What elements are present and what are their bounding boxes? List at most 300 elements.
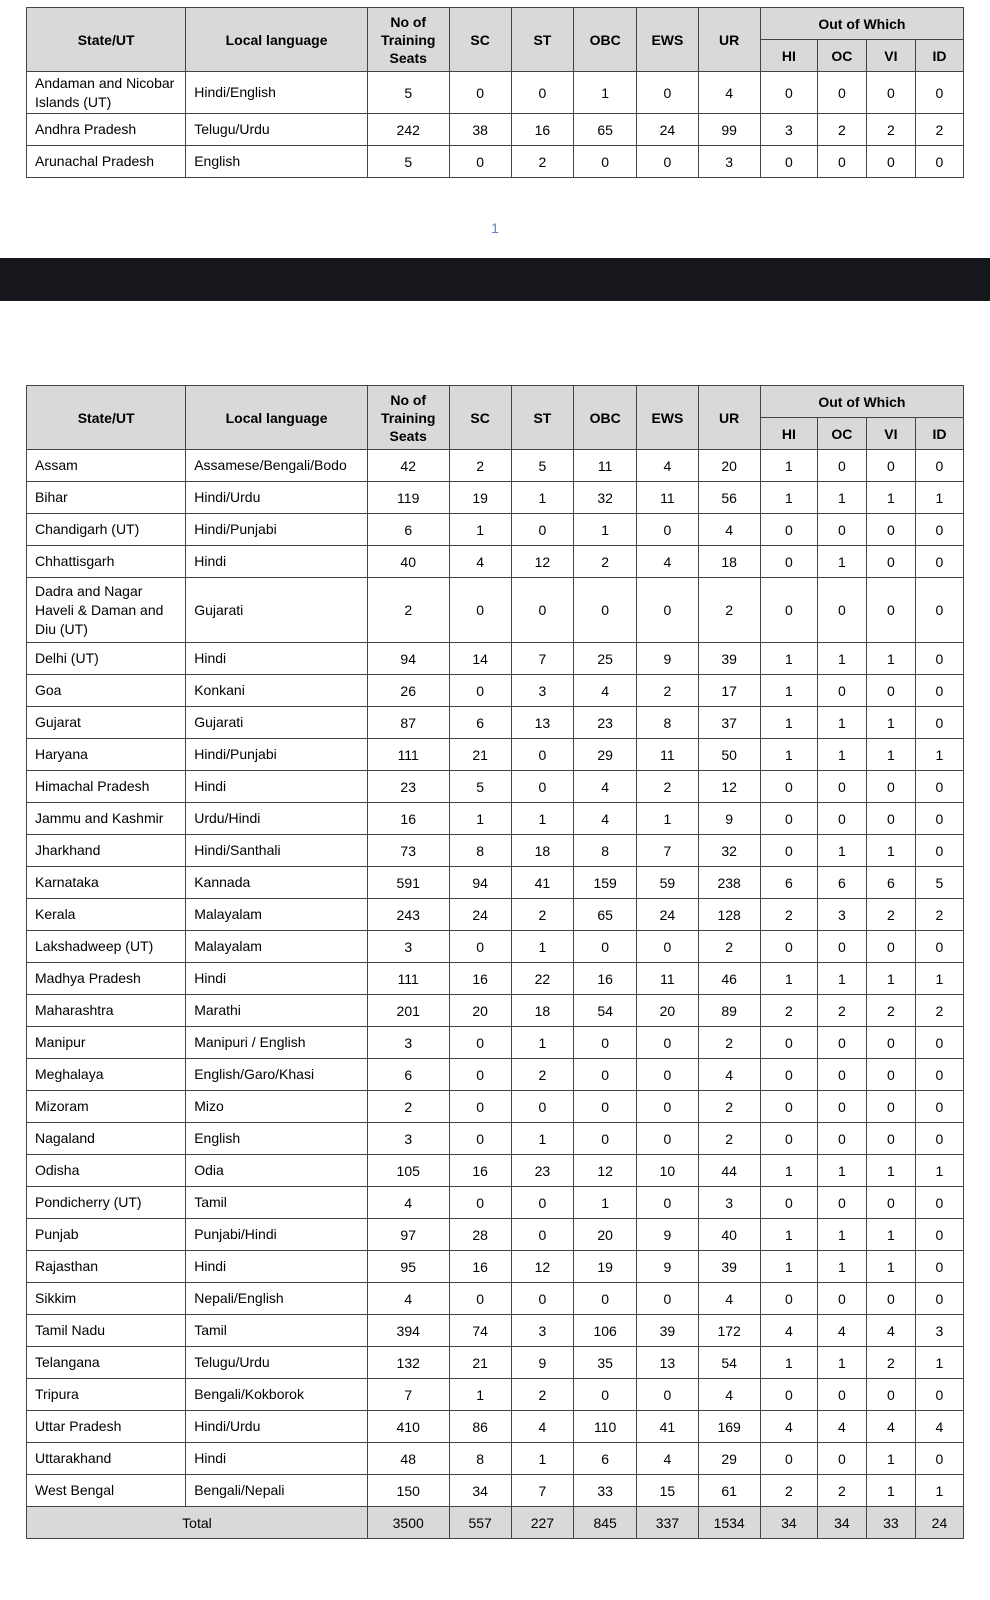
- cell-id: 0: [915, 1251, 963, 1283]
- cell-st: 22: [511, 963, 573, 995]
- cell-ur: 128: [698, 899, 760, 931]
- cell-hi: 0: [760, 835, 817, 867]
- cell-local-language: Kannada: [186, 867, 368, 899]
- cell-hi: 0: [760, 1091, 817, 1123]
- cell-ur: 29: [698, 1443, 760, 1475]
- cell-st: 2: [511, 1379, 573, 1411]
- cell-ur: 54: [698, 1347, 760, 1379]
- cell-ews: 9: [637, 643, 698, 675]
- cell-hi: 1: [760, 643, 817, 675]
- cell-oc: 1: [817, 1155, 866, 1187]
- cell-st: 1: [511, 931, 573, 963]
- header-oc: OC: [817, 40, 866, 72]
- cell-sc: 34: [449, 1475, 511, 1507]
- cell-ews: 4: [637, 1443, 698, 1475]
- table-row: [27, 1443, 964, 1475]
- cell-ur: 50: [698, 739, 760, 771]
- cell-ews: 0: [637, 578, 698, 643]
- cell-state: Madhya Pradesh: [27, 963, 186, 995]
- cell-vi: 1: [866, 739, 915, 771]
- cell-obc: 12: [574, 1155, 637, 1187]
- cell-ews: 24: [637, 114, 698, 146]
- cell-st: 4: [511, 1411, 573, 1443]
- cell-local-language: Bengali/Nepali: [186, 1475, 368, 1507]
- cell-state: Gujarat: [27, 707, 186, 739]
- cell-state: Maharashtra: [27, 995, 186, 1027]
- cell-hi: 1: [760, 1155, 817, 1187]
- cell-oc: 0: [817, 1283, 866, 1315]
- cell-training-seats: 4: [367, 1187, 449, 1219]
- cell-sc: 1: [449, 514, 511, 546]
- total-obc: 845: [574, 1507, 637, 1539]
- table-row: [27, 803, 964, 835]
- cell-ur: 12: [698, 771, 760, 803]
- cell-training-seats: 40: [367, 546, 449, 578]
- cell-ews: 11: [637, 739, 698, 771]
- cell-training-seats: 119: [367, 482, 449, 514]
- cell-obc: 0: [574, 1283, 637, 1315]
- cell-ur: 169: [698, 1411, 760, 1443]
- table-row: [27, 114, 964, 146]
- header-oc: OC: [817, 418, 866, 450]
- cell-obc: 20: [574, 1219, 637, 1251]
- cell-vi: 1: [866, 835, 915, 867]
- cell-obc: 11: [574, 450, 637, 482]
- cell-local-language: Marathi: [186, 995, 368, 1027]
- cell-local-language: Malayalam: [186, 899, 368, 931]
- cell-training-seats: 5: [367, 72, 449, 114]
- cell-obc: 4: [574, 771, 637, 803]
- cell-ews: 0: [637, 1123, 698, 1155]
- cell-hi: 0: [760, 578, 817, 643]
- cell-st: 7: [511, 643, 573, 675]
- cell-local-language: Manipuri / English: [186, 1027, 368, 1059]
- cell-oc: 0: [817, 578, 866, 643]
- cell-hi: 0: [760, 1123, 817, 1155]
- cell-id: 3: [915, 1315, 963, 1347]
- cell-id: 0: [915, 643, 963, 675]
- cell-vi: 0: [866, 1027, 915, 1059]
- cell-id: 1: [915, 1347, 963, 1379]
- cell-ews: 0: [637, 931, 698, 963]
- cell-obc: 65: [574, 114, 637, 146]
- cell-hi: 0: [760, 803, 817, 835]
- cell-hi: 2: [760, 1475, 817, 1507]
- cell-ur: 39: [698, 643, 760, 675]
- cell-training-seats: 7: [367, 1379, 449, 1411]
- cell-ur: 89: [698, 995, 760, 1027]
- cell-id: 0: [915, 1123, 963, 1155]
- cell-ur: 4: [698, 1059, 760, 1091]
- cell-hi: 1: [760, 1219, 817, 1251]
- cell-training-seats: 132: [367, 1347, 449, 1379]
- cell-id: 0: [915, 1219, 963, 1251]
- cell-vi: 0: [866, 1059, 915, 1091]
- cell-ur: 2: [698, 1091, 760, 1123]
- cell-local-language: Hindi/Urdu: [186, 1411, 368, 1443]
- cell-ews: 0: [637, 1283, 698, 1315]
- cell-st: 2: [511, 899, 573, 931]
- cell-state: Pondicherry (UT): [27, 1187, 186, 1219]
- cell-sc: 0: [449, 1027, 511, 1059]
- cell-obc: 0: [574, 1059, 637, 1091]
- cell-hi: 0: [760, 1443, 817, 1475]
- cell-ur: 2: [698, 578, 760, 643]
- table-row: [27, 771, 964, 803]
- total-hi: 34: [760, 1507, 817, 1539]
- cell-ur: 2: [698, 931, 760, 963]
- cell-ews: 2: [637, 675, 698, 707]
- table-row: [27, 675, 964, 707]
- cell-state: Manipur: [27, 1027, 186, 1059]
- cell-st: 1: [511, 1123, 573, 1155]
- cell-state: Meghalaya: [27, 1059, 186, 1091]
- cell-st: 12: [511, 1251, 573, 1283]
- cell-state: Chhattisgarh: [27, 546, 186, 578]
- table-row: [27, 899, 964, 931]
- cell-training-seats: 73: [367, 835, 449, 867]
- cell-sc: 74: [449, 1315, 511, 1347]
- table-row: [27, 1347, 964, 1379]
- header-vi: VI: [866, 418, 915, 450]
- cell-oc: 1: [817, 707, 866, 739]
- cell-sc: 86: [449, 1411, 511, 1443]
- cell-state: Uttarakhand: [27, 1443, 186, 1475]
- table-row: [27, 546, 964, 578]
- cell-state: Odisha: [27, 1155, 186, 1187]
- cell-sc: 94: [449, 867, 511, 899]
- cell-obc: 54: [574, 995, 637, 1027]
- cell-training-seats: 3: [367, 1027, 449, 1059]
- cell-obc: 1: [574, 1187, 637, 1219]
- cell-hi: 1: [760, 707, 817, 739]
- cell-hi: 1: [760, 675, 817, 707]
- cell-state: Andaman and Nicobar Islands (UT): [27, 72, 186, 114]
- header-hi: HI: [760, 40, 817, 72]
- table-row: [27, 707, 964, 739]
- table-row: [27, 1155, 964, 1187]
- cell-st: 1: [511, 482, 573, 514]
- cell-obc: 159: [574, 867, 637, 899]
- cell-sc: 0: [449, 578, 511, 643]
- cell-ews: 0: [637, 1091, 698, 1123]
- cell-vi: 0: [866, 578, 915, 643]
- table-row: [27, 1091, 964, 1123]
- cell-state: Kerala: [27, 899, 186, 931]
- cell-vi: 0: [866, 931, 915, 963]
- total-sc: 557: [449, 1507, 511, 1539]
- table-row: [27, 514, 964, 546]
- cell-st: 2: [511, 1059, 573, 1091]
- total-row: [27, 1507, 964, 1539]
- cell-ews: 59: [637, 867, 698, 899]
- header-training-seats: No of Training Seats: [367, 386, 449, 450]
- cell-vi: 2: [866, 114, 915, 146]
- header-ews: EWS: [637, 8, 698, 72]
- cell-id: 2: [915, 114, 963, 146]
- cell-id: 0: [915, 450, 963, 482]
- cell-ur: 2: [698, 1027, 760, 1059]
- header-ur: UR: [698, 8, 760, 72]
- cell-vi: 0: [866, 1283, 915, 1315]
- total-vi: 33: [866, 1507, 915, 1539]
- cell-oc: 0: [817, 771, 866, 803]
- cell-vi: 1: [866, 963, 915, 995]
- header-ews: EWS: [637, 386, 698, 450]
- cell-state: Arunachal Pradesh: [27, 146, 186, 178]
- cell-sc: 5: [449, 771, 511, 803]
- cell-hi: 0: [760, 1027, 817, 1059]
- cell-ur: 3: [698, 146, 760, 178]
- cell-oc: 1: [817, 1347, 866, 1379]
- cell-st: 23: [511, 1155, 573, 1187]
- seat-table-page-1: [26, 7, 964, 178]
- cell-obc: 0: [574, 1379, 637, 1411]
- cell-vi: 6: [866, 867, 915, 899]
- cell-training-seats: 5: [367, 146, 449, 178]
- cell-st: 3: [511, 1315, 573, 1347]
- cell-local-language: Hindi: [186, 771, 368, 803]
- cell-st: 0: [511, 514, 573, 546]
- cell-state: Telangana: [27, 1347, 186, 1379]
- cell-obc: 6: [574, 1443, 637, 1475]
- cell-oc: 0: [817, 450, 866, 482]
- cell-ur: 20: [698, 450, 760, 482]
- table-row: [27, 1283, 964, 1315]
- cell-local-language: Bengali/Kokborok: [186, 1379, 368, 1411]
- cell-st: 41: [511, 867, 573, 899]
- cell-oc: 0: [817, 1443, 866, 1475]
- cell-local-language: Hindi/Punjabi: [186, 514, 368, 546]
- seat-table-page-2: [26, 385, 964, 1539]
- table-row: [27, 450, 964, 482]
- cell-id: 1: [915, 739, 963, 771]
- cell-training-seats: 95: [367, 1251, 449, 1283]
- table-row: [27, 482, 964, 514]
- cell-local-language: Hindi/English: [186, 72, 368, 114]
- cell-hi: 0: [760, 72, 817, 114]
- cell-obc: 23: [574, 707, 637, 739]
- cell-oc: 0: [817, 1027, 866, 1059]
- cell-oc: 0: [817, 146, 866, 178]
- cell-sc: 21: [449, 1347, 511, 1379]
- cell-local-language: Assamese/Bengali/Bodo: [186, 450, 368, 482]
- cell-vi: 0: [866, 514, 915, 546]
- cell-ews: 0: [637, 72, 698, 114]
- total-ews: 337: [637, 1507, 698, 1539]
- total-oc: 34: [817, 1507, 866, 1539]
- cell-local-language: English: [186, 146, 368, 178]
- cell-ews: 0: [637, 514, 698, 546]
- cell-training-seats: 410: [367, 1411, 449, 1443]
- cell-oc: 2: [817, 995, 866, 1027]
- cell-id: 0: [915, 1059, 963, 1091]
- cell-vi: 2: [866, 899, 915, 931]
- cell-local-language: Hindi: [186, 643, 368, 675]
- cell-oc: 0: [817, 1091, 866, 1123]
- table-row: [27, 146, 964, 178]
- cell-st: 3: [511, 675, 573, 707]
- cell-sc: 19: [449, 482, 511, 514]
- cell-sc: 8: [449, 835, 511, 867]
- cell-hi: 0: [760, 1379, 817, 1411]
- cell-vi: 0: [866, 675, 915, 707]
- cell-oc: 4: [817, 1411, 866, 1443]
- cell-vi: 0: [866, 450, 915, 482]
- cell-training-seats: 2: [367, 578, 449, 643]
- table-row: [27, 739, 964, 771]
- cell-ews: 9: [637, 1251, 698, 1283]
- cell-ur: 56: [698, 482, 760, 514]
- cell-st: 16: [511, 114, 573, 146]
- cell-st: 0: [511, 771, 573, 803]
- cell-state: Mizoram: [27, 1091, 186, 1123]
- cell-st: 7: [511, 1475, 573, 1507]
- cell-ur: 3: [698, 1187, 760, 1219]
- cell-ur: 40: [698, 1219, 760, 1251]
- cell-oc: 2: [817, 114, 866, 146]
- cell-state: Rajasthan: [27, 1251, 186, 1283]
- cell-vi: 0: [866, 546, 915, 578]
- cell-sc: 14: [449, 643, 511, 675]
- cell-oc: 0: [817, 675, 866, 707]
- cell-ews: 11: [637, 482, 698, 514]
- cell-st: 13: [511, 707, 573, 739]
- header-id: ID: [915, 40, 963, 72]
- cell-state: Punjab: [27, 1219, 186, 1251]
- cell-hi: 1: [760, 1347, 817, 1379]
- cell-sc: 2: [449, 450, 511, 482]
- cell-ur: 44: [698, 1155, 760, 1187]
- table-row: [27, 835, 964, 867]
- table-row: [27, 72, 964, 114]
- cell-local-language: Telugu/Urdu: [186, 1347, 368, 1379]
- cell-ur: 4: [698, 1379, 760, 1411]
- cell-local-language: Gujarati: [186, 707, 368, 739]
- total-st: 227: [511, 1507, 573, 1539]
- cell-sc: 38: [449, 114, 511, 146]
- cell-state: Sikkim: [27, 1283, 186, 1315]
- cell-ews: 8: [637, 707, 698, 739]
- cell-sc: 16: [449, 1155, 511, 1187]
- header-st: ST: [511, 386, 573, 450]
- cell-id: 4: [915, 1411, 963, 1443]
- cell-training-seats: 4: [367, 1283, 449, 1315]
- cell-id: 0: [915, 675, 963, 707]
- cell-vi: 1: [866, 1155, 915, 1187]
- cell-oc: 1: [817, 546, 866, 578]
- cell-id: 0: [915, 546, 963, 578]
- table-row: [27, 1123, 964, 1155]
- cell-vi: 1: [866, 1219, 915, 1251]
- cell-vi: 1: [866, 643, 915, 675]
- total-label: Total: [27, 1507, 368, 1539]
- cell-state: Himachal Pradesh: [27, 771, 186, 803]
- cell-vi: 2: [866, 1347, 915, 1379]
- cell-training-seats: 243: [367, 899, 449, 931]
- cell-id: 0: [915, 1443, 963, 1475]
- table-row: [27, 1219, 964, 1251]
- cell-oc: 1: [817, 963, 866, 995]
- header-local-language: Local language: [186, 386, 368, 450]
- cell-obc: 29: [574, 739, 637, 771]
- cell-ur: 2: [698, 1123, 760, 1155]
- cell-obc: 0: [574, 1027, 637, 1059]
- table-row: [27, 1475, 964, 1507]
- cell-oc: 1: [817, 482, 866, 514]
- cell-ur: 61: [698, 1475, 760, 1507]
- cell-training-seats: 42: [367, 450, 449, 482]
- cell-training-seats: 105: [367, 1155, 449, 1187]
- cell-id: 0: [915, 146, 963, 178]
- cell-id: 1: [915, 482, 963, 514]
- cell-ews: 20: [637, 995, 698, 1027]
- cell-oc: 1: [817, 739, 866, 771]
- cell-id: 0: [915, 72, 963, 114]
- cell-ur: 17: [698, 675, 760, 707]
- cell-obc: 110: [574, 1411, 637, 1443]
- cell-vi: 1: [866, 1475, 915, 1507]
- header-st: ST: [511, 8, 573, 72]
- cell-state: Jammu and Kashmir: [27, 803, 186, 835]
- table-row: [27, 995, 964, 1027]
- cell-training-seats: 6: [367, 514, 449, 546]
- cell-state: Jharkhand: [27, 835, 186, 867]
- cell-obc: 35: [574, 1347, 637, 1379]
- cell-id: 1: [915, 1155, 963, 1187]
- cell-hi: 0: [760, 1059, 817, 1091]
- header-out-of-which: Out of Which: [760, 8, 963, 40]
- cell-hi: 4: [760, 1411, 817, 1443]
- cell-obc: 16: [574, 963, 637, 995]
- header-sc: SC: [449, 386, 511, 450]
- cell-training-seats: 242: [367, 114, 449, 146]
- cell-obc: 8: [574, 835, 637, 867]
- header-vi: VI: [866, 40, 915, 72]
- table-row: [27, 1059, 964, 1091]
- cell-ur: 4: [698, 514, 760, 546]
- cell-ews: 0: [637, 146, 698, 178]
- cell-local-language: Hindi/Punjabi: [186, 739, 368, 771]
- cell-ews: 0: [637, 1059, 698, 1091]
- cell-st: 0: [511, 72, 573, 114]
- header-obc: OBC: [574, 386, 637, 450]
- header-training-seats: No of Training Seats: [367, 8, 449, 72]
- cell-id: 0: [915, 931, 963, 963]
- cell-sc: 0: [449, 931, 511, 963]
- total-ur: 1534: [698, 1507, 760, 1539]
- cell-obc: 4: [574, 803, 637, 835]
- cell-vi: 0: [866, 72, 915, 114]
- cell-state: Haryana: [27, 739, 186, 771]
- cell-vi: 0: [866, 803, 915, 835]
- cell-state: Chandigarh (UT): [27, 514, 186, 546]
- header-hi: HI: [760, 418, 817, 450]
- cell-vi: 1: [866, 482, 915, 514]
- total-seats: 3500: [367, 1507, 449, 1539]
- cell-local-language: Konkani: [186, 675, 368, 707]
- cell-hi: 6: [760, 867, 817, 899]
- table-row: [27, 1187, 964, 1219]
- cell-st: 12: [511, 546, 573, 578]
- cell-training-seats: 16: [367, 803, 449, 835]
- cell-hi: 1: [760, 482, 817, 514]
- cell-state: Uttar Pradesh: [27, 1411, 186, 1443]
- cell-local-language: Hindi: [186, 1443, 368, 1475]
- cell-training-seats: 87: [367, 707, 449, 739]
- cell-training-seats: 6: [367, 1059, 449, 1091]
- cell-oc: 1: [817, 1251, 866, 1283]
